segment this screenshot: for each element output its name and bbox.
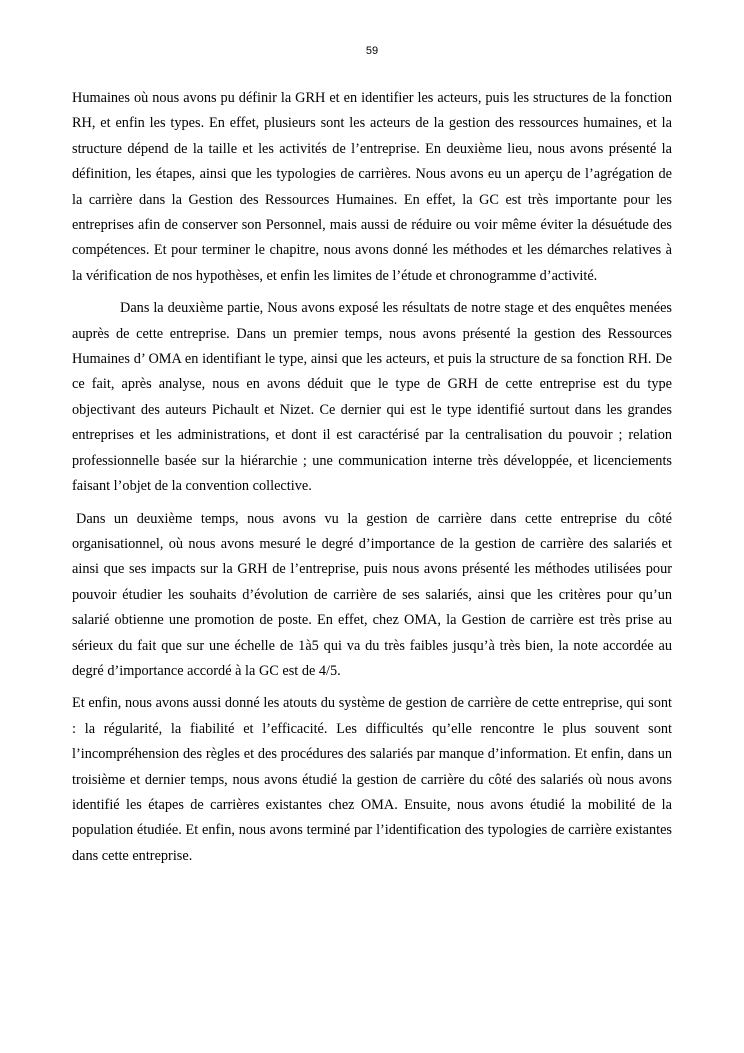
- paragraph-4: Et enfin, nous avons aussi donné les atouts du système de gestion de carrière de cette entreprise, qui sont : la régularité, la fiabilité et l’efficacité. Les difficultés qu’elle rencontre le plus souvent sont l’incompréhension des règles et des procédures des salariés par manque d’information. Et enfin, dans un troisième et dernier temps, nous avons étudié la gestion de carrière du côté des salariés où nous avons identifié les étapes de carrières existantes chez OMA. Ensuite, nous avons étudié la mobilité de la population étudiée. Et enfin, nous avons terminé par l’identification des typologies de carrière existantes dans cette entreprise.: [72, 695, 672, 864]
- paragraph-2: Dans la deuxième partie, Nous avons exposé les résultats de notre stage et des enquêtes menées auprès de cette entreprise. Dans un premier temps, nous avons présenté la gestion des Ressources Humaines d’ OMA en identifiant le type, ainsi que les acteurs, et puis la structure de sa fonction RH. De ce fait, après analyse, nous en avons déduit que le type de GRH de cette entreprise est du type objectivant des auteurs Pichault et Nizet. Ce dernier qui est le type identifié surtout dans les grandes entreprises et les administrations, et dont il est caractérisé par la centralisation du pouvoir ; relation professionnelle basée sur la hiérarchie ; une communication interne très développée, et licenciements faisant l’objet de la convention collective.: [72, 300, 672, 495]
- body-text: [72, 86, 672, 876]
- paragraph-1: Humaines où nous avons pu définir la GRH et en identifier les acteurs, puis les structures de la fonction RH, et enfin les types. En effet, plusieurs sont les acteurs de la gestion des ressources humaines, et la structure dépend de la taille et les activités de l’entreprise. En deuxième lieu, nous avons présenté la définition, les étapes, ainsi que les typologies de carrières. Nous avons eu un aperçu de l’agrégation de la carrière dans la Gestion des Ressources Humaines. En effet, la GC est très importante pour les entreprises afin de conserver son Personnel, mais aussi de réduire ou voir même éviter la désuétude des compétences. Et pour terminer le chapitre, nous avons donné les méthodes et les démarches relatives à la vérification de nos hypothèses, et enfin les limites de l’étude et chronogramme d’activité.: [72, 90, 672, 284]
- page-number: 59: [365, 45, 379, 57]
- paragraph-3: Dans un deuxième temps, nous avons vu la gestion de carrière dans cette entreprise du côté organisationnel, où nous avons mesuré le degré d’importance de la gestion de carrière des salariés et ainsi que ses impacts sur la GRH de l’entreprise, puis nous avons présenté les méthodes utilisées pour pouvoir étudier les souhaits d’évolution de carrière de ses salariés, ainsi que les critères pour qu’un salarié obtienne une promotion de poste. En effet, chez OMA, la Gestion de carrière est très prise au sérieux du fait que sur une échelle de 1à5 qui va du très faibles jusqu’à très bien, la note accordée au degré d’importance accordé à la GC est de 4/5.: [72, 510, 672, 679]
